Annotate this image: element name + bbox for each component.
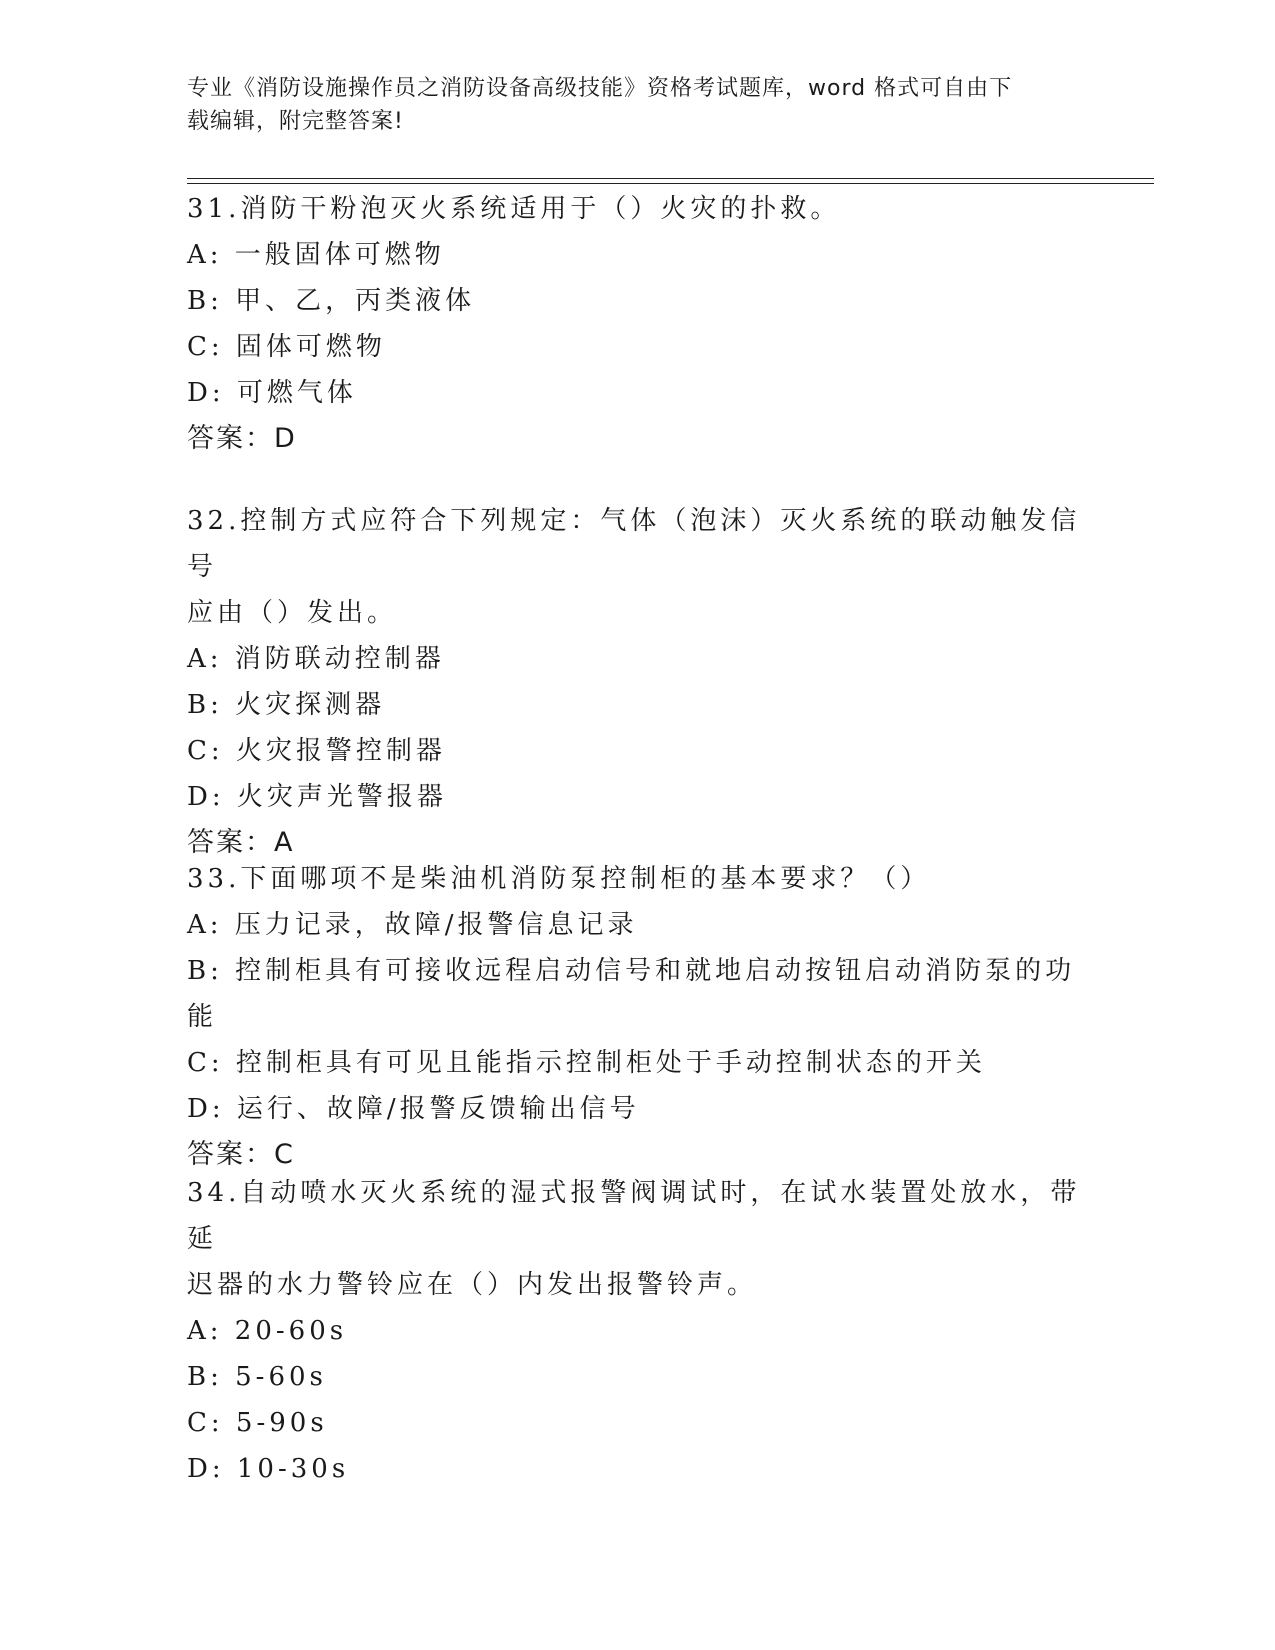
question-32 — [187, 498, 1087, 866]
option-b: B: 5-60s — [187, 1362, 327, 1392]
header-line-2: 载编辑，附完整答案! — [187, 109, 404, 134]
question-stem-line-1: 32.控制方式应符合下列规定：气体（泡沫）灭火系统的联动触发信号 — [187, 506, 1081, 582]
question-31 — [187, 186, 1087, 462]
document-header — [187, 72, 1067, 138]
option-d: D: 火灾声光警报器 — [187, 782, 447, 812]
option-c: C: 固体可燃物 — [187, 332, 386, 362]
question-34 — [187, 1170, 1087, 1492]
option-c: C: 5-90s — [187, 1408, 328, 1438]
question-33 — [187, 856, 1087, 1178]
question-stem-line-1: 34.自动喷水灭火系统的湿式报警阀调试时，在试水装置处放水，带延 — [187, 1178, 1081, 1254]
option-c: C: 火灾报警控制器 — [187, 736, 446, 766]
option-b: B: 甲、乙，丙类液体 — [187, 286, 476, 316]
answer: 答案：D — [187, 423, 297, 454]
question-stem: 33.下面哪项不是柴油机消防泵控制柜的基本要求？（） — [187, 864, 931, 894]
option-a: A: 压力记录，故障/报警信息记录 — [187, 910, 638, 940]
option-a: A: 20-60s — [187, 1316, 348, 1346]
header-line-1: 专业《消防设施操作员之消防设备高级技能》资格考试题库，word 格式可自由下 — [187, 76, 1013, 101]
option-d: D: 可燃气体 — [187, 378, 357, 408]
answer: 答案：C — [187, 1139, 295, 1170]
option-a: A: 消防联动控制器 — [187, 644, 445, 674]
option-d: D: 10-30s — [187, 1454, 350, 1484]
question-stem: 31.消防干粉泡灭火系统适用于（）火灾的扑救。 — [187, 194, 841, 224]
option-b: B: 控制柜具有可接收远程启动信号和就地启动按钮启动消防泵的功能 — [187, 956, 1076, 1032]
option-b: B: 火灾探测器 — [187, 690, 386, 720]
question-stem-line-2: 迟器的水力警铃应在（）内发出报警铃声。 — [187, 1270, 758, 1300]
answer: 答案：A — [187, 827, 295, 858]
option-d: D: 运行、故障/报警反馈输出信号 — [187, 1094, 640, 1124]
option-c: C: 控制柜具有可见且能指示控制柜处于手动控制状态的开关 — [187, 1048, 986, 1078]
header-divider-top — [187, 178, 1154, 179]
option-a: A: 一般固体可燃物 — [187, 240, 445, 270]
question-stem-line-2: 应由（）发出。 — [187, 598, 398, 628]
header-divider-bottom — [187, 183, 1154, 184]
